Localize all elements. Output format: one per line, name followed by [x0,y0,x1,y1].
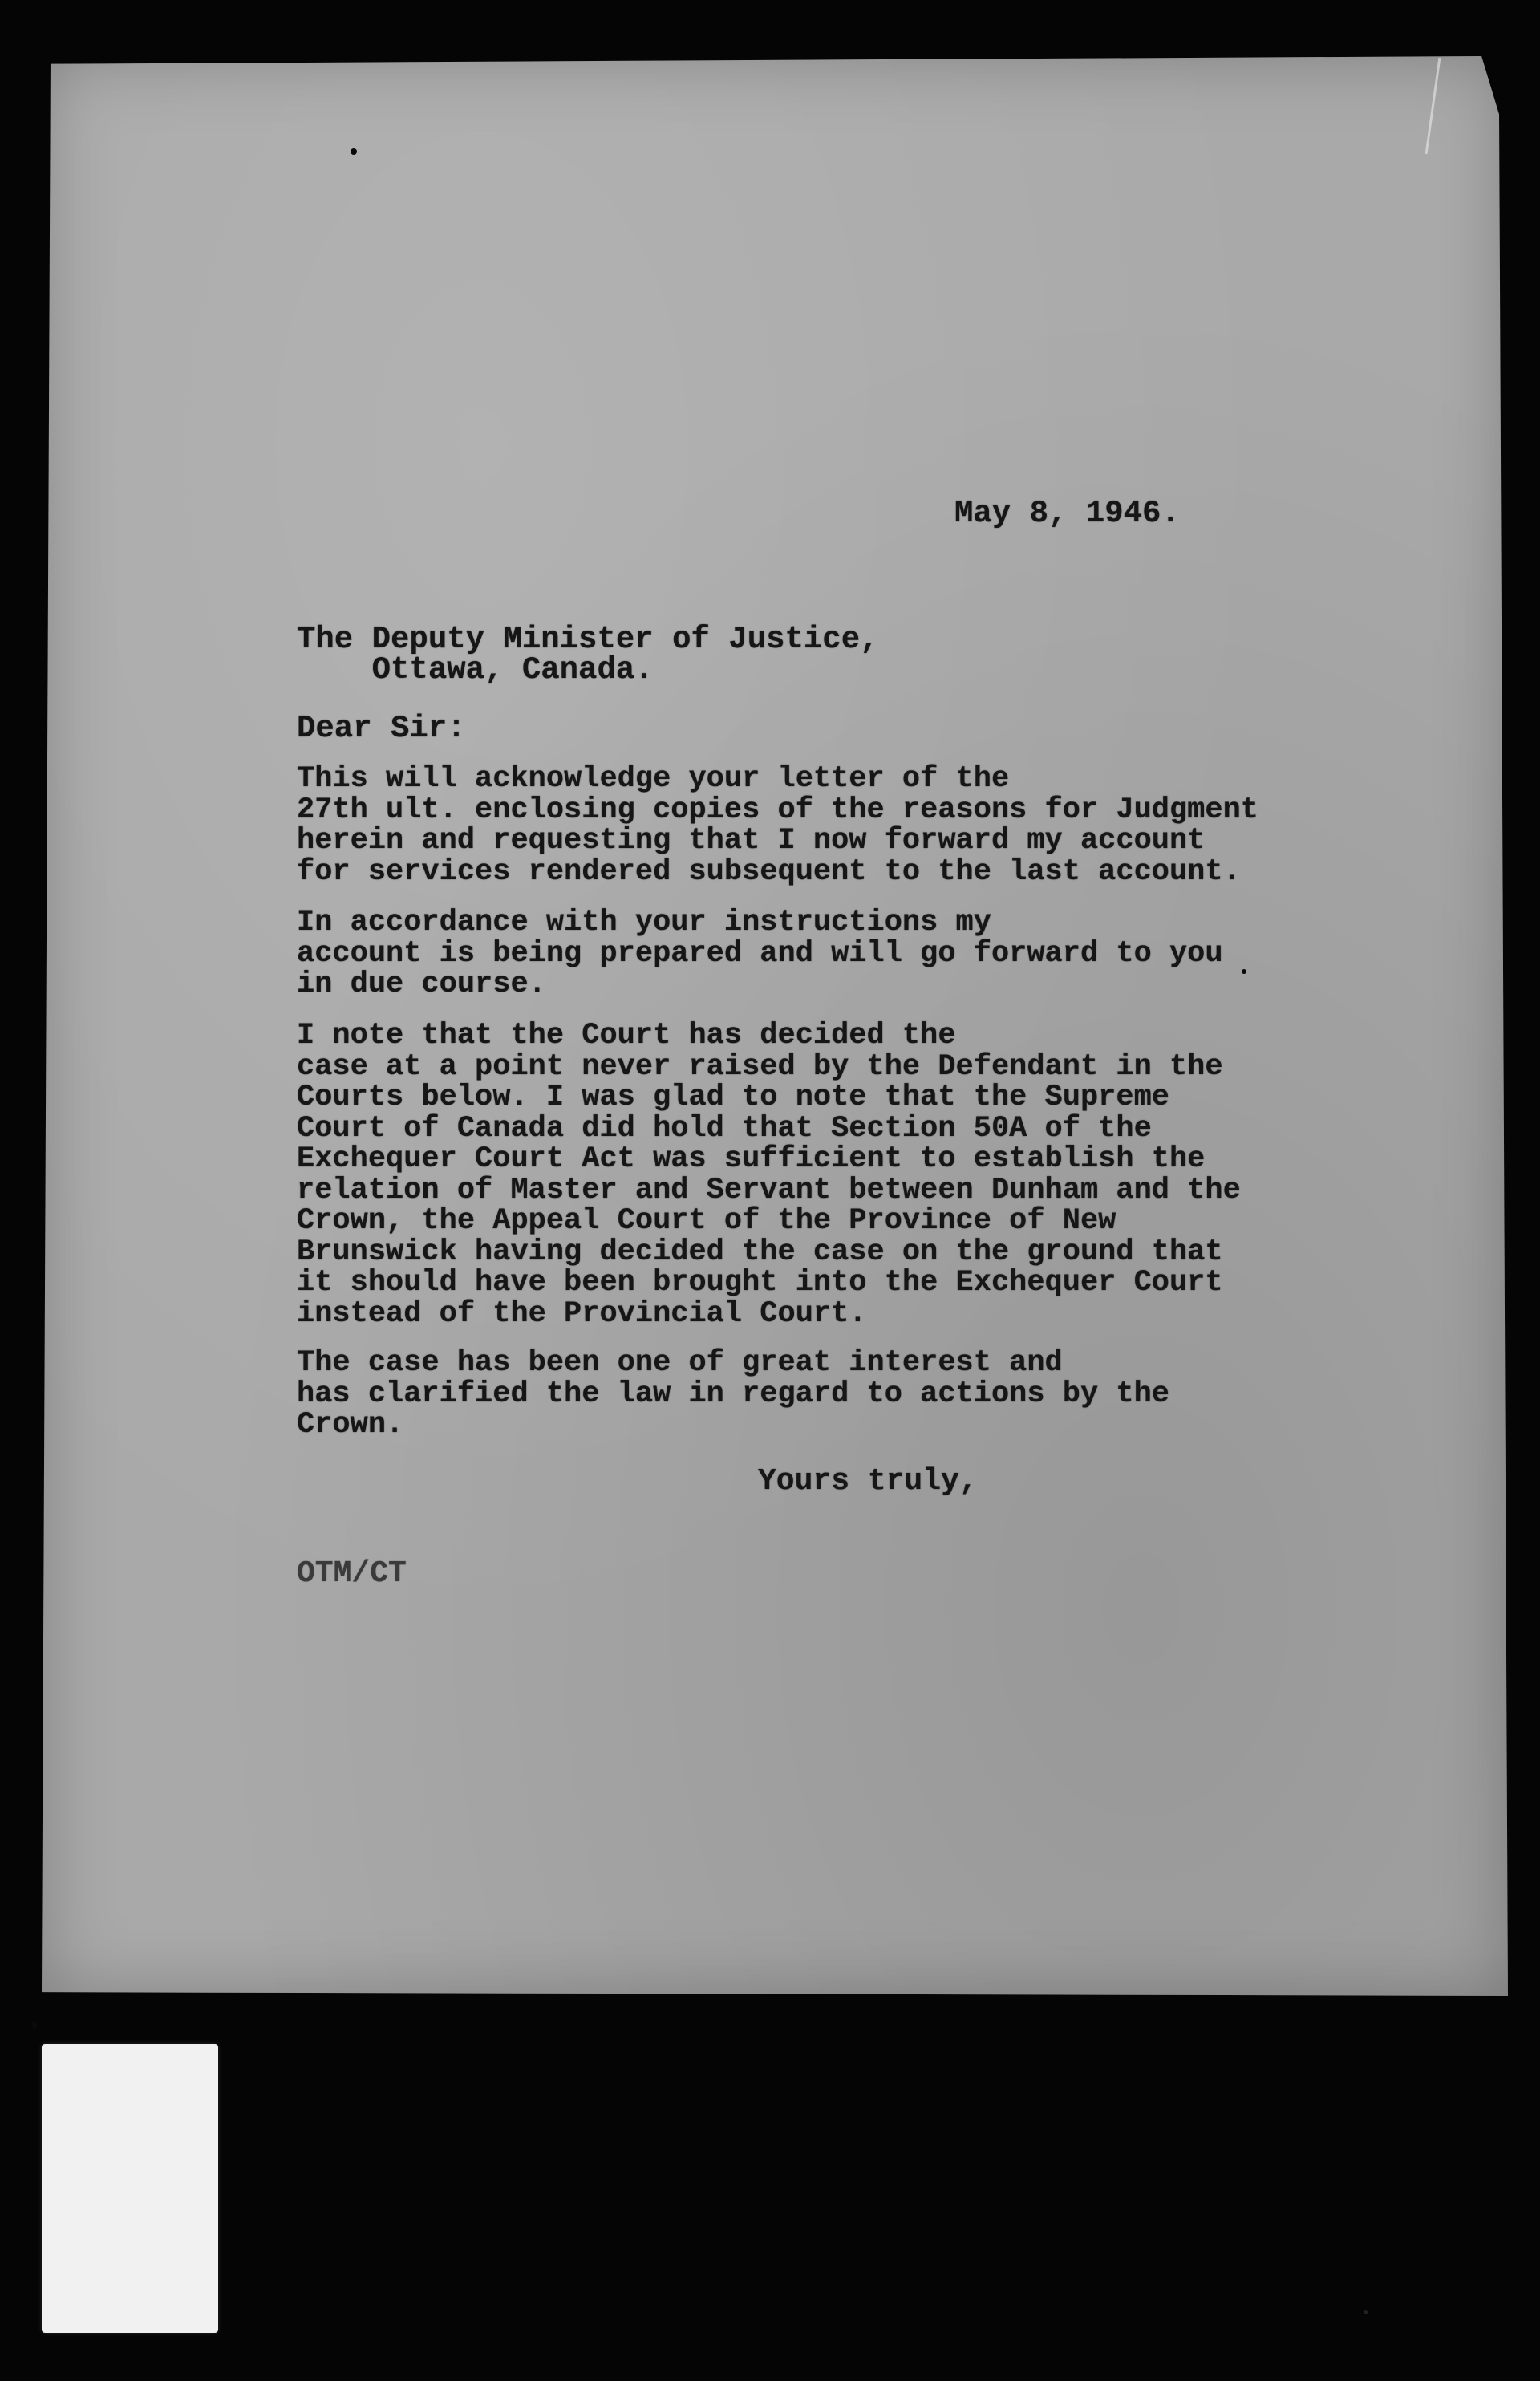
typist-initials: OTM/CT [297,1556,407,1591]
paragraph-2: In accordance with your instructions my account is being prepared and will go forward to you in due course. [297,906,1223,1001]
ink-speck [351,148,357,155]
paragraph-1: This will acknowledge your letter of the 27th ult. enclosing copies of the reasons for Judgment herein and requesting that I now forward my account for services rendered subsequent to the last account. [297,762,1258,889]
closing: Yours truly, [758,1464,978,1499]
addressee-line-1: The Deputy Minister of Justice, [297,622,879,657]
ink-speck [1242,969,1246,974]
white-label-tab [42,2044,218,2333]
addressee-line-2: Ottawa, Canada. [297,652,654,688]
paragraph-4: The case has been one of great interest and has clarified the law in regard to actions by the Crown. [297,1346,1169,1442]
letter-date: May 8, 1946. [954,496,1180,531]
ink-speck [32,2022,37,2029]
paragraph-3: I note that the Court has decided the case at a point never raised by the Defendant in the Courts below. I was glad to note that the Supreme Court of Canada did hold that Section 50A of the Exchequer Court Act was sufficient to establish the relation of Master and Servant between Dunham and the Crown, the Appeal Court of the Province of New Brunswick having decided the case on the ground that it should have been brought into the Exchequer Court instead of the Provincial Court. [297,1019,1241,1331]
ink-speck [1364,2310,1368,2314]
salutation: Dear Sir: [297,711,466,746]
